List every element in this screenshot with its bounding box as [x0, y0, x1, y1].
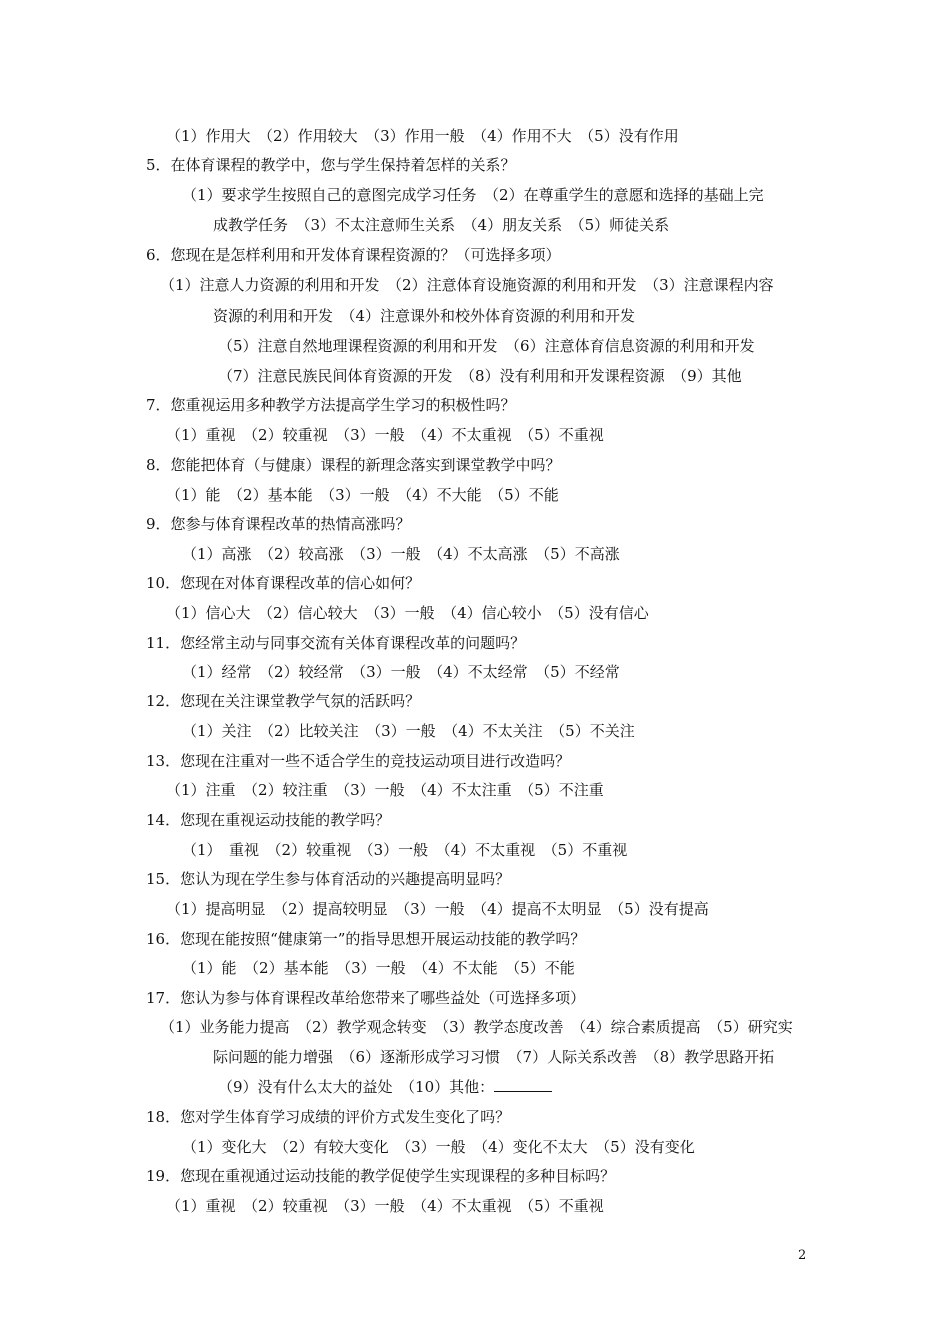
options-line: 际问题的能力增强 （6）逐渐形成学习习惯 （7）人际关系改善 （8）教学思路开拓	[213, 1048, 775, 1066]
question-19: 19．您现在重视通过运动技能的教学促使学生实现课程的多种目标吗？	[146, 1167, 616, 1185]
options-line: （7）注意民族民间体育资源的开发 （8）没有利用和开发课程资源 （9）其他	[218, 367, 742, 385]
options-line: （1）作用大 （2）作用较大 （3）作用一般 （4）作用不大 （5）没有作用	[166, 127, 679, 145]
question-10: 10．您现在对体育课程改革的信心如何？	[146, 574, 421, 592]
question-17: 17．您认为参与体育课程改革给您带来了哪些益处（可选择多项）	[146, 989, 586, 1007]
options-line: （1）高涨 （2）较高涨 （3）一般 （4）不太高涨 （5）不高涨	[182, 545, 620, 563]
options-line: 资源的利用和开发 （4）注意课外和校外体育资源的利用和开发	[213, 307, 636, 325]
options-line: （1）重视 （2）较重视 （3）一般 （4）不太重视 （5）不重视	[166, 1197, 604, 1215]
question-9: 9．您参与体育课程改革的热情高涨吗？	[146, 515, 411, 533]
page-number: 2	[798, 1248, 807, 1263]
question-18: 18．您对学生体育学习成绩的评价方式发生变化了吗？	[146, 1108, 511, 1126]
options-line: （1）注意人力资源的利用和开发 （2）注意体育设施资源的利用和开发 （3）注意课程内容	[160, 276, 774, 294]
options-text: （9）没有什么太大的益处 （10）其他：	[218, 1078, 495, 1096]
question-6: 6．您现在是怎样利用和开发体育课程资源的？（可选择多项）	[146, 246, 561, 264]
question-8: 8．您能把体育（与健康）课程的新理念落实到课堂教学中吗？	[146, 456, 561, 474]
options-line: （1）关注 （2）比较关注 （3）一般 （4）不太关注 （5）不关注	[182, 722, 635, 740]
options-line: （1）能 （2）基本能 （3）一般 （4）不太能 （5）不能	[182, 959, 575, 977]
options-line: （1）能 （2）基本能 （3）一般 （4）不大能 （5）不能	[166, 486, 559, 504]
options-line: （1）经常 （2）较经常 （3）一般 （4）不太经常 （5）不经常	[182, 663, 620, 681]
options-line	[218, 1076, 552, 1098]
question-12: 12．您现在关注课堂教学气氛的活跃吗？	[146, 692, 421, 710]
question-14: 14．您现在重视运动技能的教学吗？	[146, 811, 391, 829]
question-11: 11．您经常主动与同事交流有关体育课程改革的问题吗？	[146, 634, 526, 652]
options-line: （1）提高明显 （2）提高较明显 （3）一般 （4）提高不太明显 （5）没有提高	[166, 900, 709, 918]
options-line: （1）注重 （2）较注重 （3）一般 （4）不太注重 （5）不注重	[166, 781, 604, 799]
question-7: 7．您重视运用多种教学方法提高学生学习的积极性吗？	[146, 396, 516, 414]
options-line: （1）业务能力提高 （2）教学观念转变 （3）教学态度改善 （4）综合素质提高 （5）研究实	[160, 1018, 793, 1036]
options-line: （1）信心大 （2）信心较大 （3）一般 （4）信心较小 （5）没有信心	[166, 604, 649, 622]
options-line: （1）要求学生按照自己的意图完成学习任务 （2）在尊重学生的意愿和选择的基础上完	[182, 186, 764, 204]
fill-in-blank	[494, 1077, 552, 1092]
question-15: 15．您认为现在学生参与体育活动的兴趣提高明显吗？	[146, 870, 511, 888]
options-line: （1） 重视 （2）较重视 （3）一般 （4）不太重视 （5）不重视	[182, 841, 628, 859]
options-line: （5）注意自然地理课程资源的利用和开发 （6）注意体育信息资源的利用和开发	[218, 337, 755, 355]
question-16: 16．您现在能按照“健康第一”的指导思想开展运动技能的教学吗？	[146, 930, 586, 948]
options-line: 成教学任务 （3）不太注意师生关系 （4）朋友关系 （5）师徒关系	[213, 216, 670, 234]
question-5: 5．在体育课程的教学中，您与学生保持着怎样的关系？	[146, 156, 516, 174]
options-line: （1）变化大 （2）有较大变化 （3）一般 （4）变化不太大 （5）没有变化	[182, 1138, 695, 1156]
options-line: （1）重视 （2）较重视 （3）一般 （4）不太重视 （5）不重视	[166, 426, 604, 444]
question-13: 13．您现在注重对一些不适合学生的竞技运动项目进行改造吗？	[146, 752, 571, 770]
